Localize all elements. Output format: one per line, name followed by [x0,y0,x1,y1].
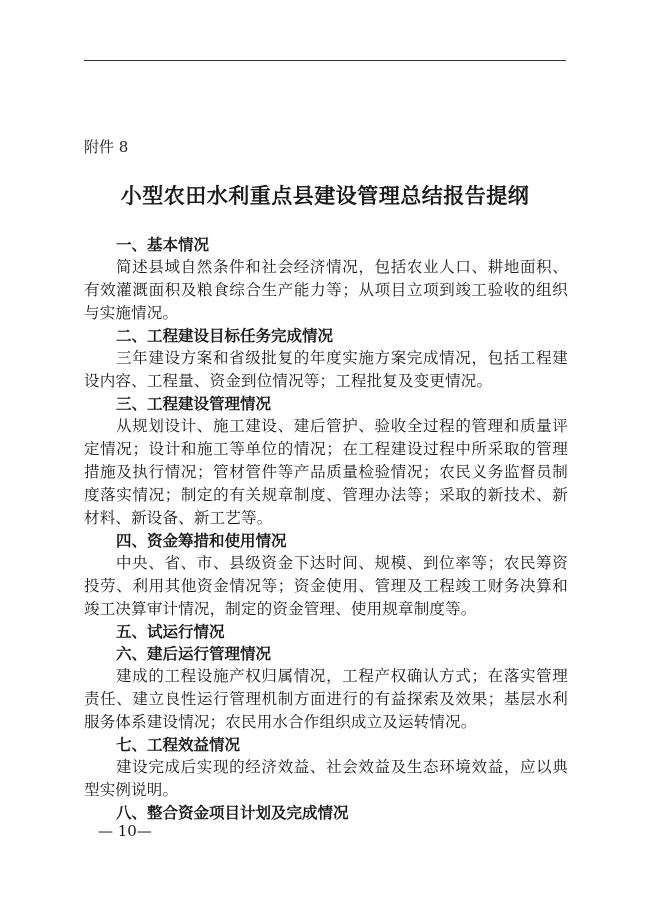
section-2 [84,325,568,393]
section-heading: 四、资金筹措和使用情况 [116,532,287,550]
attachment-label: 附件 8 [84,138,129,156]
section-5 [84,621,568,643]
section-paragraph: 建设完成后实现的经济效益、社会效益及生态环境效益，应以典型实例说明。 [84,758,568,799]
section-heading: 五、试运行情况 [116,623,225,641]
section-paragraph: 三年建设方案和省级批复的年度实施方案完成情况，包括工程建设内容、工程量、资金到位情况等；工程批复及变更情况。 [84,349,568,390]
section-7 [84,734,568,802]
header-rule [84,60,566,61]
section-heading: 六、建后运行管理情况 [116,645,272,663]
section-heading: 一、基本情况 [116,236,210,254]
section-1 [84,234,568,325]
section-paragraph: 建成的工程设施产权归属情况，工程产权确认方式；在落实管理责任、建立良性运行管理机制方面进行的有益探索及效果；基层水利服务体系建设情况；农民用水合作组织成立及运转情况。 [84,667,568,731]
section-4 [84,530,568,621]
section-heading: 二、工程建设目标任务完成情况 [116,327,334,345]
section-8 [84,802,568,824]
section-paragraph: 从规划设计、施工建设、建后管护、验收全过程的管理和质量评定情况；设计和施工等单位的情况；在工程建设过程中所采取的管理措施及执行情况；管材管件等产品质量检验情况；农民义务监督员制度落实情况；制定的有关规章制度、管理办法等；采取的新技术、新材料、新设备、新工艺等。 [84,417,568,527]
section-heading: 七、工程效益情况 [116,736,241,754]
section-3 [84,393,568,530]
section-heading: 八、整合资金项目计划及完成情况 [116,804,349,822]
section-paragraph: 中央、省、市、县级资金下达时间、规模、到位率等；农民筹资投劳、利用其他资金情况等；资金使用、管理及工程竣工财务决算和竣工决算审计情况，制定的资金管理、使用规章制度等。 [84,554,568,618]
page-number: — 10— [98,822,152,840]
document-title: 小型农田水利重点县建设管理总结报告提纲 [120,184,530,208]
section-6 [84,643,568,734]
section-paragraph: 简述县域自然条件和社会经济情况，包括农业人口、耕地面积、有效灌溉面积及粮食综合生产能力等；从项目立项到竣工验收的组织与实施情况。 [84,258,568,322]
section-heading: 三、工程建设管理情况 [116,395,272,413]
outline-body [84,234,568,824]
